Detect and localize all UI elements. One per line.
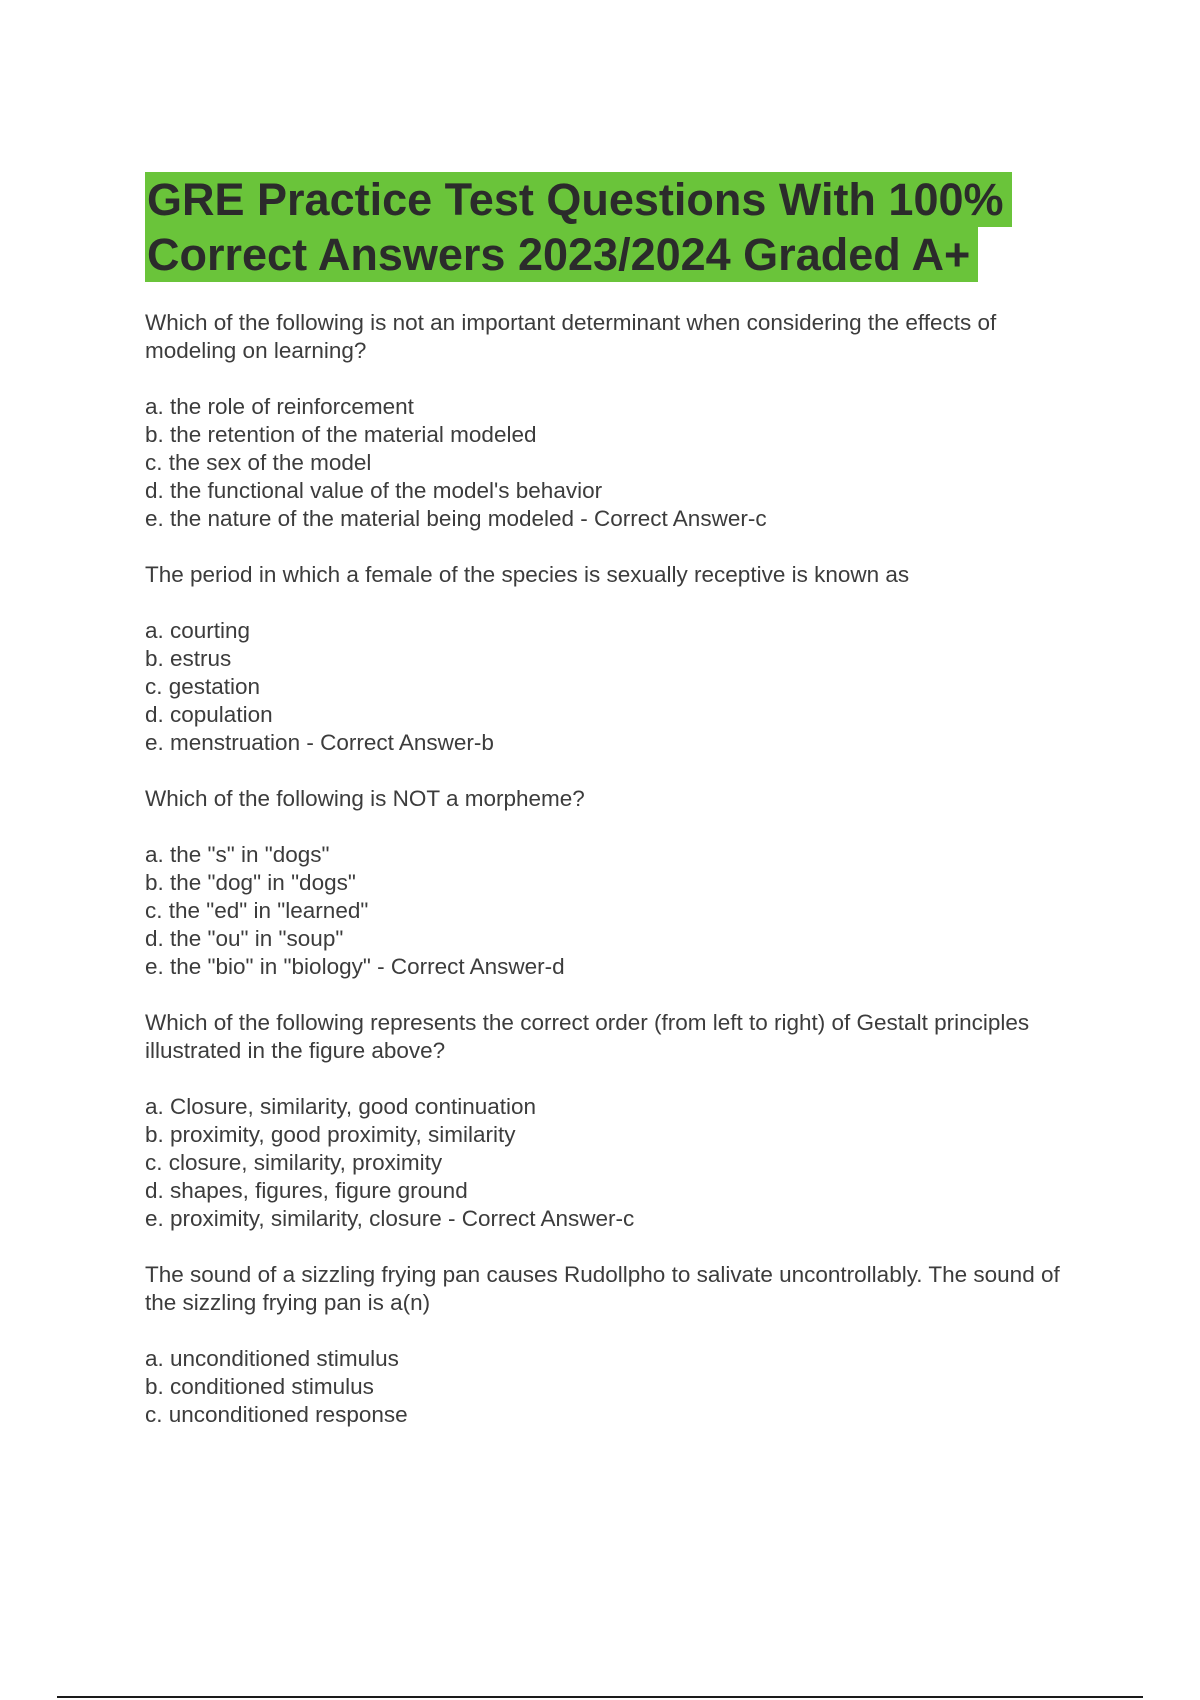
answer-option: d. copulation: [145, 702, 273, 727]
question-prompt: The sound of a sizzling frying pan causes Rudollpho to salivate uncontrollably. The sound of the sizzling frying pan is a(n): [145, 1262, 1060, 1315]
title-line-1: GRE Practice Test Questions With 100%: [145, 172, 1012, 227]
answer-option: c. closure, similarity, proximity: [145, 1150, 443, 1175]
answer-option: a. courting: [145, 618, 251, 643]
answer-option: b. the "dog" in "dogs": [145, 870, 356, 895]
answer-options: [145, 841, 1085, 981]
answer-option: d. the "ou" in "soup": [145, 926, 344, 951]
answer-option: d. the functional value of the model's behavior: [145, 478, 603, 503]
answer-option: b. conditioned stimulus: [145, 1374, 374, 1399]
answer-option: c. the "ed" in "learned": [145, 898, 369, 923]
answer-option: c. the sex of the model: [145, 450, 372, 475]
question-block: [145, 785, 1085, 981]
answer-option: c. gestation: [145, 674, 261, 699]
answer-option: e. the nature of the material being modeled - Correct Answer-c: [145, 506, 767, 531]
question-prompt: The period in which a female of the species is sexually receptive is known as: [145, 562, 910, 587]
footer-divider: [57, 1696, 1143, 1698]
title-line-2: Correct Answers 2023/2024 Graded A+: [145, 227, 978, 282]
question-block: [145, 309, 1085, 533]
answer-option: a. the "s" in "dogs": [145, 842, 330, 867]
answer-option: a. the role of reinforcement: [145, 394, 414, 419]
answer-options: [145, 1345, 1085, 1429]
answer-option: b. the retention of the material modeled: [145, 422, 537, 447]
answer-option: e. menstruation - Correct Answer-b: [145, 730, 494, 755]
question-block: [145, 1261, 1085, 1429]
answer-option: d. shapes, figures, figure ground: [145, 1178, 468, 1203]
question-prompt: Which of the following is not an important determinant when considering the effects of modeling on learning?: [145, 310, 997, 363]
answer-option: b. proximity, good proximity, similarity: [145, 1122, 516, 1147]
answer-option: a. Closure, similarity, good continuation: [145, 1094, 537, 1119]
document-title: [145, 172, 1095, 282]
answer-options: [145, 1093, 1085, 1233]
answer-option: e. the "bio" in "biology" - Correct Answer-d: [145, 954, 565, 979]
answer-options: [145, 617, 1085, 757]
answer-option: a. unconditioned stimulus: [145, 1346, 399, 1371]
question-prompt: Which of the following is NOT a morpheme?: [145, 786, 585, 811]
question-prompt: Which of the following represents the correct order (from left to right) of Gestalt principles illustrated in the figure above?: [145, 1010, 1030, 1063]
questions-list: [145, 309, 1085, 1457]
answer-option: e. proximity, similarity, closure - Correct Answer-c: [145, 1206, 635, 1231]
question-block: [145, 561, 1085, 757]
answer-option: c. unconditioned response: [145, 1402, 408, 1427]
answer-options: [145, 393, 1085, 533]
question-block: [145, 1009, 1085, 1233]
answer-option: b. estrus: [145, 646, 232, 671]
